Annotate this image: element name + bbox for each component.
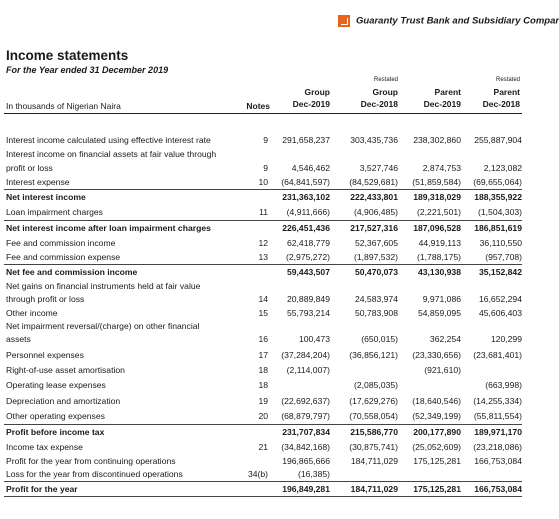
row-value: (70,558,054)	[349, 411, 398, 421]
row-note: 21	[258, 442, 268, 452]
statement-row	[0, 424, 526, 440]
row-value: 187,096,528	[413, 223, 461, 233]
row-value: 59,443,507	[286, 267, 330, 277]
row-label: Profit for the year	[6, 484, 78, 494]
row-bottom-rule	[4, 496, 522, 497]
row-value: (4,906,485)	[354, 207, 398, 217]
row-value: 189,971,170	[474, 427, 522, 437]
row-value: 188,355,922	[474, 192, 522, 202]
row-top-rule	[4, 424, 522, 425]
row-value: 24,583,974	[354, 294, 398, 304]
row-value: (18,640,546)	[412, 396, 461, 406]
row-value: (14,255,334)	[473, 396, 522, 406]
row-label: Net fee and commission income	[6, 267, 138, 277]
row-value: (16,385)	[297, 469, 330, 479]
row-value: 45,606,403	[478, 308, 522, 318]
row-value: (650,015)	[361, 334, 398, 344]
restated-note: Restated	[495, 77, 520, 83]
row-value: 16,652,294	[478, 294, 522, 304]
row-value: (957,708)	[485, 252, 522, 262]
income-statement-table	[0, 133, 526, 497]
row-label: Net impairment reversal/(charge) on other financial	[6, 321, 200, 331]
row-value: 50,783,908	[354, 308, 398, 318]
statement-row	[0, 189, 526, 205]
row-label: Other operating expenses	[6, 411, 105, 421]
row-value: 303,435,736	[350, 135, 398, 145]
row-label: assets	[6, 334, 31, 344]
row-note: 20	[258, 411, 268, 421]
row-value: (22,692,637)	[281, 396, 330, 406]
row-value: 184,711,029	[350, 456, 398, 466]
row-note: 13	[258, 252, 268, 262]
row-value: (51,859,584)	[412, 177, 461, 187]
statement-row	[0, 347, 526, 363]
statement-row	[0, 264, 526, 280]
row-label: Profit before income tax	[6, 427, 105, 437]
row-value: 100,473	[298, 334, 330, 344]
row-value: 215,586,770	[350, 427, 398, 437]
row-value: (25,052,609)	[412, 442, 461, 452]
row-value: (36,856,121)	[349, 350, 398, 360]
statement-row	[0, 236, 526, 250]
row-note: 18	[258, 380, 268, 390]
row-value: 196,865,666	[282, 456, 330, 466]
statement-row	[0, 161, 526, 175]
row-value: 238,302,860	[413, 135, 461, 145]
row-value: (23,330,656)	[412, 350, 461, 360]
column-header-parent-2018: Restated Parent Dec-2018	[448, 74, 520, 114]
statement-row	[0, 292, 526, 306]
row-value: 189,318,029	[413, 192, 461, 202]
gtbank-logo-icon	[338, 15, 350, 27]
statement-row	[0, 468, 526, 481]
row-note: 16	[258, 334, 268, 344]
row-label: Interest income on financial assets at fair value through	[6, 149, 217, 159]
row-value: 166,753,084	[474, 456, 522, 466]
row-value: 226,451,436	[282, 223, 330, 233]
row-value: (2,975,272)	[286, 252, 330, 262]
row-note: 9	[263, 135, 268, 145]
column-header-group-2019: Group Dec-2019	[292, 87, 330, 109]
row-label: Net gains on financial instruments held at fair value	[6, 281, 201, 291]
row-value: 222,433,801	[350, 192, 398, 202]
row-value: 2,874,753	[422, 163, 461, 173]
row-value: (23,218,086)	[473, 442, 522, 452]
row-value: (4,911,666)	[286, 207, 330, 217]
row-value: 43,130,938	[417, 267, 461, 277]
row-value: 200,177,890	[413, 427, 461, 437]
row-value: (55,811,554)	[473, 411, 522, 421]
restated-note: Restated	[373, 77, 398, 83]
row-top-rule	[4, 189, 522, 190]
page-subtitle: For the Year ended 31 December 2019	[6, 65, 169, 75]
row-label: Personnel expenses	[6, 350, 84, 360]
row-label: Operating lease expenses	[6, 380, 106, 390]
row-value: 120,299	[490, 334, 522, 344]
row-value: 62,418,779	[286, 238, 330, 248]
notes-column-header: Notes	[246, 101, 270, 111]
row-label: Loss for the year from discontinued operations	[6, 469, 183, 479]
row-value: (30,875,741)	[349, 442, 398, 452]
row-value: 35,152,842	[478, 267, 522, 277]
row-value: (84,529,681)	[349, 177, 398, 187]
row-value: 166,753,084	[474, 484, 522, 494]
row-value: 291,658,237	[282, 135, 330, 145]
row-label: Loan impairment charges	[6, 207, 103, 217]
header-divider	[4, 113, 522, 114]
statement-row	[0, 332, 526, 347]
row-value: 20,889,849	[286, 294, 330, 304]
row-value: 255,887,904	[474, 135, 522, 145]
row-value: 55,793,214	[286, 308, 330, 318]
row-value: 2,123,082	[483, 163, 522, 173]
row-note: 11	[259, 207, 268, 217]
row-value: 186,851,619	[474, 223, 522, 233]
row-value: (52,349,199)	[412, 411, 461, 421]
row-label: Other income	[6, 308, 58, 318]
statement-row	[0, 320, 526, 332]
row-value: 196,849,281	[282, 484, 330, 494]
row-note: 10	[258, 177, 268, 187]
row-value: 36,110,550	[479, 238, 522, 248]
row-value: (1,897,532)	[354, 252, 398, 262]
row-label: Depreciation and amortization	[6, 396, 121, 406]
row-top-rule	[4, 264, 522, 265]
row-value: (1,788,175)	[417, 252, 461, 262]
statement-row	[0, 455, 526, 468]
report-header-brand	[338, 12, 559, 28]
row-label: Interest income calculated using effective interest rate	[6, 135, 211, 145]
statement-row	[0, 481, 526, 497]
row-label: Net interest income after loan impairment charges	[6, 223, 211, 233]
statement-row	[0, 148, 526, 161]
statement-row	[0, 175, 526, 189]
row-value: (663,998)	[485, 380, 522, 390]
row-value: 231,707,834	[282, 427, 330, 437]
row-value: 44,919,113	[418, 238, 461, 248]
row-label: Interest expense	[6, 177, 70, 187]
row-label: Income tax expense	[6, 442, 83, 452]
row-value: 9,971,086	[422, 294, 461, 304]
row-value: (34,842,168)	[281, 442, 330, 452]
row-note: 18	[258, 365, 268, 375]
row-value: 362,254	[429, 334, 461, 344]
row-label: Fee and commission income	[6, 238, 116, 248]
row-value: (64,841,597)	[281, 177, 330, 187]
row-value: (2,114,007)	[286, 365, 330, 375]
row-top-rule	[4, 481, 522, 482]
row-value: (921,610)	[424, 365, 461, 375]
unit-label: In thousands of Nigerian Naira	[6, 101, 121, 111]
row-value: (2,085,035)	[354, 380, 398, 390]
row-note: 19	[258, 396, 268, 406]
row-note: 9	[263, 163, 268, 173]
row-value: 175,125,281	[413, 456, 461, 466]
row-label: Profit for the year from continuing operations	[6, 456, 176, 466]
row-label: Fee and commission expense	[6, 252, 121, 262]
statement-row	[0, 363, 526, 378]
row-label: Net interest income	[6, 192, 86, 202]
statement-row	[0, 133, 526, 148]
statement-row	[0, 250, 526, 264]
row-value: (17,629,276)	[349, 396, 398, 406]
statement-row	[0, 220, 526, 236]
brand-name: Guaranty Trust Bank and Subsidiary Compar	[356, 15, 559, 27]
row-value: 54,859,095	[417, 308, 461, 318]
statement-row	[0, 393, 526, 409]
row-note: 17	[258, 350, 268, 360]
row-note: 34(b)	[247, 469, 268, 479]
row-value: 3,527,746	[359, 163, 398, 173]
statement-row	[0, 378, 526, 393]
row-value: (37,284,204)	[281, 350, 330, 360]
row-top-rule	[4, 220, 522, 221]
row-value: 175,125,281	[413, 484, 461, 494]
column-header-group-2018: Restated Group Dec-2018	[326, 74, 398, 114]
row-value: 217,527,316	[350, 223, 398, 233]
row-value: 231,363,102	[282, 192, 330, 202]
statement-row	[0, 306, 526, 320]
row-value: (1,504,303)	[478, 207, 522, 217]
statement-row	[0, 409, 526, 424]
row-value: 4,546,462	[291, 163, 330, 173]
page-title: Income statements	[6, 48, 129, 63]
row-value: (68,879,797)	[281, 411, 330, 421]
row-note: 12	[258, 238, 268, 248]
statement-row	[0, 280, 526, 292]
row-label: through profit or loss	[6, 294, 85, 304]
row-value: 50,470,073	[354, 267, 398, 277]
column-header-parent-2019: Parent Dec-2019	[423, 87, 461, 109]
statement-row	[0, 205, 526, 220]
row-note: 15	[258, 308, 268, 318]
row-label: profit or loss	[6, 163, 53, 173]
row-value: (69,655,064)	[473, 177, 522, 187]
row-note: 14	[258, 294, 268, 304]
statement-row	[0, 440, 526, 455]
row-value: (2,221,501)	[417, 207, 461, 217]
row-value: 52,367,605	[354, 238, 398, 248]
row-label: Right-of-use asset amortisation	[6, 365, 125, 375]
row-value: 184,711,029	[350, 484, 398, 494]
row-value: (23,681,401)	[473, 350, 522, 360]
